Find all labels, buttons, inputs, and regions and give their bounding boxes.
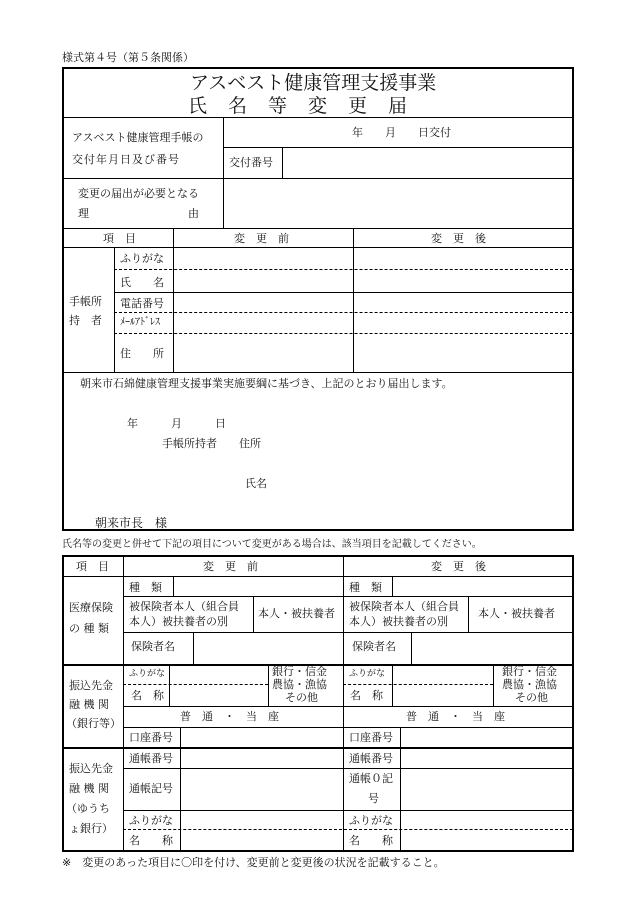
- techo-label-2: 交付年月日及び番号: [72, 153, 180, 166]
- post-label-3: （ゆうち: [66, 802, 110, 815]
- holder-row-phone: 電話番号: [120, 297, 164, 310]
- issue-date: 年 月 日交付: [352, 126, 451, 139]
- kind-label-after: 種 類: [349, 581, 382, 594]
- before-header: 変 更 前: [234, 232, 289, 245]
- bank-name-after: 名 称: [350, 689, 383, 702]
- holder-label-1: 手帳所: [69, 295, 102, 308]
- post-label-1: 振込先金: [69, 762, 113, 775]
- bank-types-after-2[interactable]: 農協・漁協: [502, 678, 557, 691]
- after-header: 変 更 後: [431, 232, 486, 245]
- addressee: 朝来市長 様: [95, 516, 168, 530]
- bank-types-before-3[interactable]: その他: [285, 691, 318, 704]
- insured-label-after-2: 本人）被扶養者の別: [349, 615, 448, 628]
- passbook-zero-1: 通帳０記: [349, 772, 393, 785]
- post-name-before: 名 称: [129, 834, 173, 847]
- holder-row-address: 住 所: [120, 347, 164, 360]
- insurer-name-before: 保険者名: [131, 640, 175, 653]
- issue-number-field[interactable]: [284, 149, 570, 177]
- insurance-label-2: の 種 類: [69, 622, 109, 635]
- kind-label-before: 種 類: [129, 581, 162, 594]
- insured-label-before-2: 本人）被扶養者の別: [129, 615, 228, 628]
- lower-before-header: 変 更 前: [203, 560, 258, 573]
- bank-types-before-1[interactable]: 銀行・信金: [272, 665, 327, 678]
- insured-label-after-1: 被保険者本人（組合員: [349, 600, 459, 613]
- account-type-after[interactable]: 普 通 ・ 当 座: [406, 710, 505, 723]
- date-line: 年 月 日: [127, 417, 226, 430]
- post-label-2: 融 機 関: [69, 782, 109, 795]
- holder-label-2: 持 者: [69, 314, 102, 327]
- insured-choice-before[interactable]: 本人・被扶養者: [258, 607, 335, 620]
- account-no-before: 口座番号: [129, 731, 173, 744]
- post-furigana-before: ふりがな: [129, 814, 173, 827]
- lower-after-header: 変 更 後: [431, 560, 486, 573]
- bank-types-after-1[interactable]: 銀行・信金: [502, 665, 557, 678]
- passbook-no-after: 通帳番号: [349, 752, 393, 765]
- item-header: 項 目: [103, 232, 136, 245]
- account-type-before[interactable]: 普 通 ・ 当 座: [180, 710, 279, 723]
- holder-row-name: 氏 名: [120, 276, 164, 289]
- bank-label-3: （銀行等）: [66, 717, 121, 730]
- holder-name-label: 氏名: [245, 477, 267, 490]
- reason-label-2: 理 由: [78, 207, 199, 220]
- issue-number-label: 交付番号: [229, 156, 273, 169]
- post-name-after: 名 称: [349, 834, 393, 847]
- bank-name-before: 名 称: [131, 689, 164, 702]
- techo-label-1: アスベスト健康管理手帳の: [72, 131, 204, 144]
- insured-label-before-1: 被保険者本人（組合員: [129, 600, 239, 613]
- bank-types-after-3[interactable]: その他: [515, 691, 548, 704]
- form-title: アスベスト健康管理支援事業: [190, 72, 437, 94]
- insurer-name-after: 保険者名: [352, 640, 396, 653]
- declaration: 朝来市石綿健康管理支援事業実施要綱に基づき、上記のとおり届出します。: [80, 377, 453, 390]
- after-fields[interactable]: [355, 249, 571, 370]
- bank-furigana-before: ふりがな: [129, 669, 166, 679]
- before-fields[interactable]: [175, 249, 351, 370]
- footer-note: ※ 変更のあった項目に〇印を付け、変更前と変更後の状況を記載すること。: [62, 856, 445, 869]
- bank-label-1: 振込先金: [69, 679, 113, 692]
- bank-types-before-2[interactable]: 農協・漁協: [272, 678, 327, 691]
- holder-row-email: ﾒｰﾙｱﾄﾞﾚｽ: [120, 317, 160, 328]
- form-subtitle: 氏 名 等 変 更 届: [188, 95, 409, 117]
- passbook-zero-2: 号: [368, 792, 379, 805]
- reason-label-1: 変更の届出が必要となる: [78, 187, 199, 200]
- reason-field[interactable]: [225, 180, 570, 226]
- account-no-after: 口座番号: [349, 731, 393, 744]
- post-furigana-after: ふりがな: [349, 814, 393, 827]
- passbook-no-before: 通帳番号: [129, 752, 173, 765]
- insurance-label-1: 医療保険: [69, 601, 113, 614]
- bank-label-2: 融 機 関: [69, 698, 109, 711]
- bank-furigana-after: ふりがな: [349, 669, 386, 679]
- post-label-4: ょ銀行）: [69, 822, 113, 835]
- note-top: 氏名等の変更と併せて下記の項目について変更がある場合は、該当項目を記載してください。: [62, 539, 482, 550]
- lower-item-header: 項 目: [76, 560, 109, 573]
- holder-row-furigana: ふりがな: [120, 252, 164, 265]
- form-number: 様式第４号（第５条関係）: [62, 51, 194, 64]
- passbook-sym-before: 通帳記号: [129, 782, 173, 795]
- holder-address-label: 手帳所持者 住所: [162, 437, 261, 450]
- insured-choice-after[interactable]: 本人・被扶養者: [478, 607, 555, 620]
